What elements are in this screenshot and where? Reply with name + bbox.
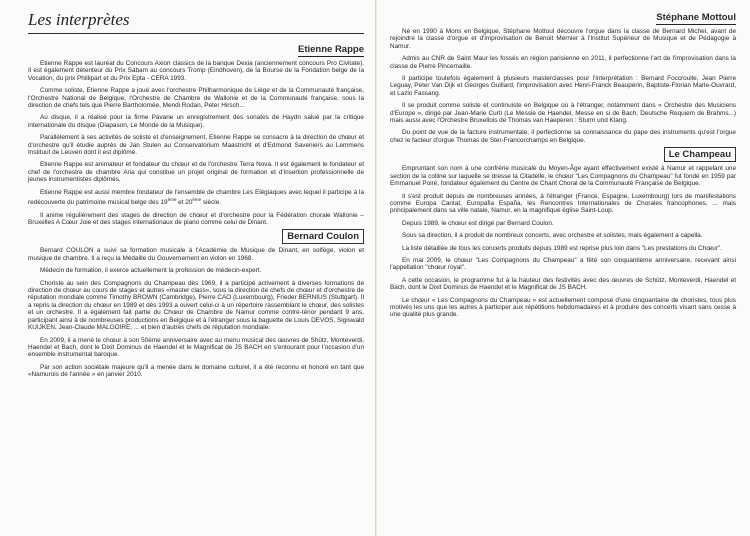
paragraph: Parallèlement à ses activités de soliste et d'enseignement, Etienne Rappe se consacre à la direction de chœur et d'orchestre qu'il étudie auprès de Jan Stulen au Conservatorium Maastricht et d'Edmond Saveniers au Lemmens Instituut de Leuven dont il est diplômé.	[28, 134, 364, 157]
paragraph: Le chœur « Les Compagnons du Champeau » est actuellement composé d'une cinquantaine de choristes, tous plus motivés les uns que les autres à participer aux répétitions hebdomadaires et à produire des concerts visant sans cesse à une qualité plus grande.	[390, 296, 736, 319]
paragraph: Choriste au sein des Compagnons du Champeau dès 1969, il a participé activement à diverses formations de direction de chœur au cours de stages et autres «master class», sous la direction de chefs de chœur et d'orchestre de réputation mondiale comme Timothy BROWN (Cambridge), Pierre CAO (Luxembourg), Frieder BERNIUS (Stuttgart). Il a repris la direction du chœur en 1989 et dès 1993 a ouvert celui-ci à un répertoire rassemblant le chœur, des solistes et un orchestre. Il a également fait partie du Chœur de Chambre de Namur comme contre-ténor pendant 9 ans, participant ainsi à de nombreuses productions en Belgique et à l'étranger sous la baguette de Louis DEVOS, Sigiswald KUIJKEN, Jean-Claude MALGOIRE, ... et bien d'autres chefs de réputation mondiale.	[28, 279, 364, 332]
paragraph: Il s'est produit depuis de nombreuses années, à l'étranger (France, Espagne, Luxembourg) lors de manifestations comme Europa Cantat, Europafia España, les Rencontres Internationales de Chorales francophones, ... mais principalement dans sa ville natale, Namur, en la magnifique église Saint-Loup.	[390, 192, 736, 215]
section-heading-mottoul: Stéphane Mottoul	[656, 12, 736, 23]
paragraph: Médecin de formation, il exerce actuellement la profession de médecin-expert.	[40, 267, 262, 275]
section-heading-champeau: Le Champeau	[390, 149, 736, 160]
paragraph: Depuis 1989, le chœur est dirigé par Bernard Coulon.	[402, 219, 554, 227]
section-heading-coulon: Bernard Coulon	[28, 231, 364, 242]
paragraph: A cette occasion, le programme fut à la hauteur des festivités avec des œuvres de Schütz, Monteverdi, Haendel et Bach, dont le Dixit Dominus de Haendel et le Magnificat de JS BACH.	[390, 276, 736, 292]
right-page	[376, 0, 750, 536]
paragraph: Au disque, il a réalisé pour la firme Pavane un enregistrement des sonates de Haydn salué par la critique internationale du disque (Diapason, Le Monde de la Musique).	[28, 114, 364, 129]
paragraph: En mai 2009, le chœur "Les Compagnons du Champeau" a fêté son cinquantième anniversaire, recevant ainsi l'appellation "chœur royal".	[390, 256, 736, 272]
paragraph: Il se produit comme soliste et continuiste en Belgique où à l'étranger, notamment dans « Orchestre des Musiciens d'Europe », dirigé par Jean-Marie Curti (Le Messie de Haendel, Messe en si de Bach, Deutsche Requiem de Brahms...) mais aussi avec l'Orchestre Bruxellois de Thomas van Haeperen : Sturm und Klang.	[390, 102, 736, 125]
paragraph: La liste détaillée de tous les concerts produits depuis 1989 est reprise plus loin dans "Les prestations du Chœur".	[402, 244, 722, 252]
paragraph: Du point de vue de la facture instrumentale, il perfectionne sa connaissance du pape des instruments qu'est l'orgue chez le facteur d'orgue Thomas de Ster-Francorchamps en Belgique.	[390, 129, 736, 144]
paragraph: Etienne Rappe est animateur et fondateur du chœur et de l'orchestre Terra Nova. Il est également le fondateur et chef de l'orchestre de chambre Aria qui constitue un projet original de formation et d'insertion professionnelle de jeunes instrumentistes diplômés.	[28, 161, 364, 184]
paragraph: Etienne Rappe est lauréat du Concours Axion classics de la banque Dexia (anciennement concours Pro Civitate). Il est également détenteur du Prix Sabam au concours Tromp (Eindhoven), de la Bourse de la Fondation belge de la Vocation, du prix Phillipart et du Prix Epta - CERA 1993.	[28, 60, 364, 82]
paragraph: Sous sa direction, il a produit de nombreux concerts, avec orchestre et solistes, mais également a capella.	[402, 232, 703, 240]
paragraph: Il participe toutefois également à plusieurs masterclasses pour l'interprétation : Bernard Foccroulle, Jean Pierre Leguay, Peter Van Dijk et Georges Guillard, l'improvisation avec Henri-Franck Beaupérin, Baptiste-Florian Marle-Ouvrard, et Lazlo Fassang.	[390, 75, 736, 97]
paragraph: Comme soliste, Etienne Rappe a joué avec l'orchestre Philharmonique de Liège et de la Communauté française, l'Orchestre National de Belgique, l'Orchestre de Chambre de Wallonie et de la Communauté française, sous la direction de chefs tels que Pierre Bartholomée, Mendi Rodan, Peter Hirsch...	[28, 87, 364, 110]
paragraph: Par son action sociétale majeure qu'il a menée dans le domaine culturel, il a été reconnu et honoré en tant que «Namurois de l'année » en janvier 2010.	[28, 363, 364, 379]
paragraph: En 2009, il a mené le chœur à son 50ème anniversaire avec au menu musical des œuvres de Shütz, Monteverdi, Haendel et Bach, dont le Dixit Dominus de Haendel et le Magnificat de JS BACH en s'entourant pour l'occasion d'un ensemble instrumental baroque.	[28, 336, 364, 359]
paragraph: Bernard COULON a suivi sa formation musicale à l'Académie de Musique de Dinant, en solfège, violon et musique de chambre. Il a reçu la Médaille du Gouvernement en violon en 1968.	[28, 247, 364, 262]
paragraph: Il anime régulièrement des stages de direction de chœur et d'orchestre pour la Fédération chorale Wallonie – Bruxelles A Cœur Joie et des stages internationaux de piano comme celui de Dinant.	[28, 211, 364, 227]
paragraph: Empruntant son nom à une confrérie musicale du Moyen-Âge ayant effectivement existé à Namur et rappelant une section de la colline sur laquelle se dresse la Citadelle, le chœur "Les Compagnons du Champeau" fut fondé en 1959 par Emmanuel Poiré, fondateur également du Centre de Chant Choral de la Communauté Française de Belgique.	[390, 165, 736, 188]
section-heading-rappe: Etienne Rappe	[298, 44, 364, 55]
paragraph: Admis au CNR de Saint Maur les fossés en région parisienne en 2011, il perfectionne l'art de l'improvisation dans la classe de Pierre Pincemaille.	[390, 55, 736, 70]
paragraph: Né en 1990 à Mons en Belgique, Stéphane Mottoul découvre l'orgue dans la classe de Bernard Michel, avant de rejoindre la classe d'orgue et d'improvisation de Benoit Mernier à l'Institut Supérieur de Musique et de Pédagogie à Namur.	[390, 28, 736, 50]
paragraph: Etienne Rappe est aussi membre fondateur de l'ensemble de chambre Les Elégiaques avec lequel il participe à la redécouverte du patrimoine musical belge des 19ème et 20ème siècle.	[28, 188, 364, 207]
page-title: Les interprètes	[28, 10, 364, 34]
